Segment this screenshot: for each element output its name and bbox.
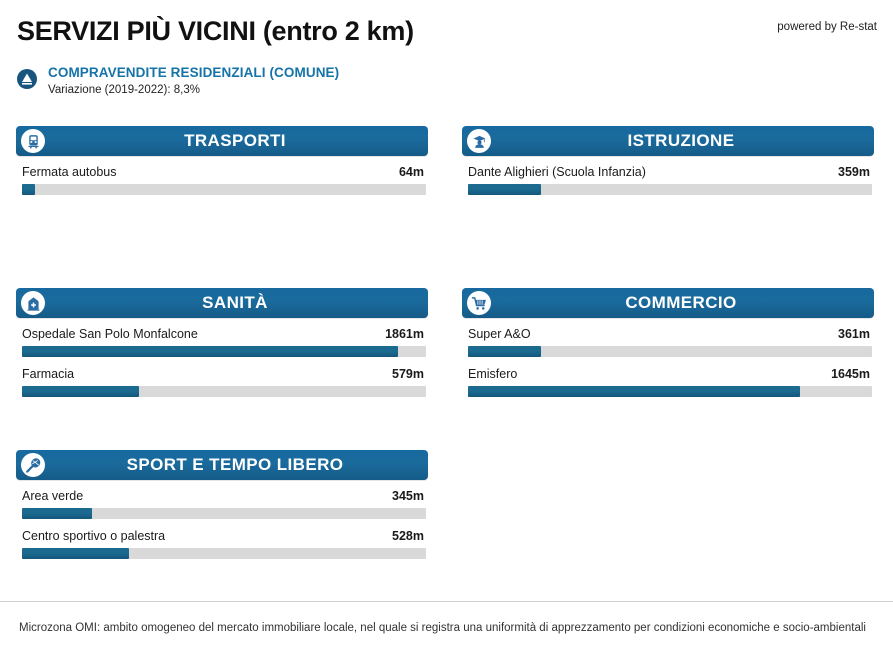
indicator-texts xyxy=(48,64,339,98)
category-title: SANITÀ xyxy=(202,293,268,312)
shopping-cart-icon xyxy=(467,291,491,315)
category-services xyxy=(462,318,874,397)
category-services xyxy=(16,318,428,397)
category-header[interactable] xyxy=(462,288,874,318)
graduate-icon xyxy=(467,129,491,153)
service-distance: 579m xyxy=(392,367,424,381)
service-distance: 361m xyxy=(838,327,870,341)
distance-bar-fill xyxy=(468,386,800,397)
service-name: Area verde xyxy=(22,489,84,503)
service-distance: 1861m xyxy=(385,327,424,341)
category-services xyxy=(462,156,874,195)
service-name: Ospedale San Polo Monfalcone xyxy=(22,327,198,341)
distance-bar-fill xyxy=(22,548,129,559)
category-header[interactable] xyxy=(16,450,428,480)
page-title: SERVIZI PIÙ VICINI (entro 2 km) xyxy=(17,16,414,46)
category-card xyxy=(16,126,428,195)
distance-bar-fill xyxy=(468,346,541,357)
distance-bar-fill xyxy=(468,184,541,195)
service-labels xyxy=(16,327,428,343)
service-name: Centro sportivo o palestra xyxy=(22,529,166,543)
powered-by-label: powered by Re-stat xyxy=(777,21,877,33)
service-distance: 345m xyxy=(392,489,424,503)
triangle-up-circle-icon xyxy=(16,68,38,90)
category-header[interactable] xyxy=(16,126,428,156)
distance-bar-fill xyxy=(22,346,398,357)
footer-divider xyxy=(0,601,893,602)
distance-bar-track xyxy=(22,386,426,397)
service-labels xyxy=(16,529,428,545)
footer-note: Microzona OMI: ambito omogeneo del mercato immobiliare locale, nel quale si registra una uniformità di apprezzamento per condizioni economiche e socio-ambientali xyxy=(19,622,866,634)
indicator-title: COMPRAVENDITE RESIDENZIALI (COMUNE) xyxy=(48,65,340,80)
category-services xyxy=(16,480,428,559)
category-header[interactable] xyxy=(462,126,874,156)
service-name: Super A&O xyxy=(468,327,531,341)
service-row xyxy=(462,327,874,357)
distance-bar-track xyxy=(22,508,426,519)
service-labels xyxy=(462,367,874,383)
service-labels xyxy=(462,327,874,343)
service-row xyxy=(16,529,428,559)
distance-bar-track xyxy=(22,548,426,559)
service-name: Fermata autobus xyxy=(22,165,117,179)
service-name: Dante Alighieri (Scuola Infanzia) xyxy=(468,165,646,179)
service-row xyxy=(462,165,874,195)
category-services xyxy=(16,156,428,195)
service-row xyxy=(16,367,428,397)
bus-icon xyxy=(21,129,45,153)
category-card xyxy=(462,126,874,195)
distance-bar-track xyxy=(22,346,426,357)
category-card xyxy=(16,450,428,559)
service-row xyxy=(16,489,428,519)
distance-bar-fill xyxy=(22,386,139,397)
service-labels xyxy=(462,165,874,181)
category-card xyxy=(16,288,428,397)
service-row xyxy=(16,327,428,357)
service-name: Emisfero xyxy=(468,367,518,381)
distance-bar-fill xyxy=(22,184,35,195)
category-title: SPORT E TEMPO LIBERO xyxy=(126,455,344,474)
distance-bar-track xyxy=(22,184,426,195)
service-distance: 64m xyxy=(398,165,424,179)
service-name: Farmacia xyxy=(22,367,75,381)
category-title: ISTRUZIONE xyxy=(627,131,735,150)
service-labels xyxy=(16,367,428,383)
racket-icon xyxy=(21,453,45,477)
hospital-icon xyxy=(21,291,45,315)
service-distance: 528m xyxy=(392,529,424,543)
category-title: COMMERCIO xyxy=(625,293,737,312)
distance-bar-track xyxy=(468,386,872,397)
category-title: TRASPORTI xyxy=(184,131,286,150)
distance-bar-fill xyxy=(22,508,92,519)
distance-bar-track xyxy=(468,184,872,195)
distance-bar-track xyxy=(468,346,872,357)
indicator-summary xyxy=(16,64,536,106)
service-distance: 1645m xyxy=(831,367,870,381)
page-header xyxy=(0,0,893,58)
indicator-variation: Variazione (2019-2022): 8,3% xyxy=(48,84,200,96)
service-labels xyxy=(16,165,428,181)
service-row xyxy=(462,367,874,397)
service-distance: 359m xyxy=(838,165,870,179)
service-labels xyxy=(16,489,428,505)
category-card xyxy=(462,288,874,397)
service-row xyxy=(16,165,428,195)
category-header[interactable] xyxy=(16,288,428,318)
